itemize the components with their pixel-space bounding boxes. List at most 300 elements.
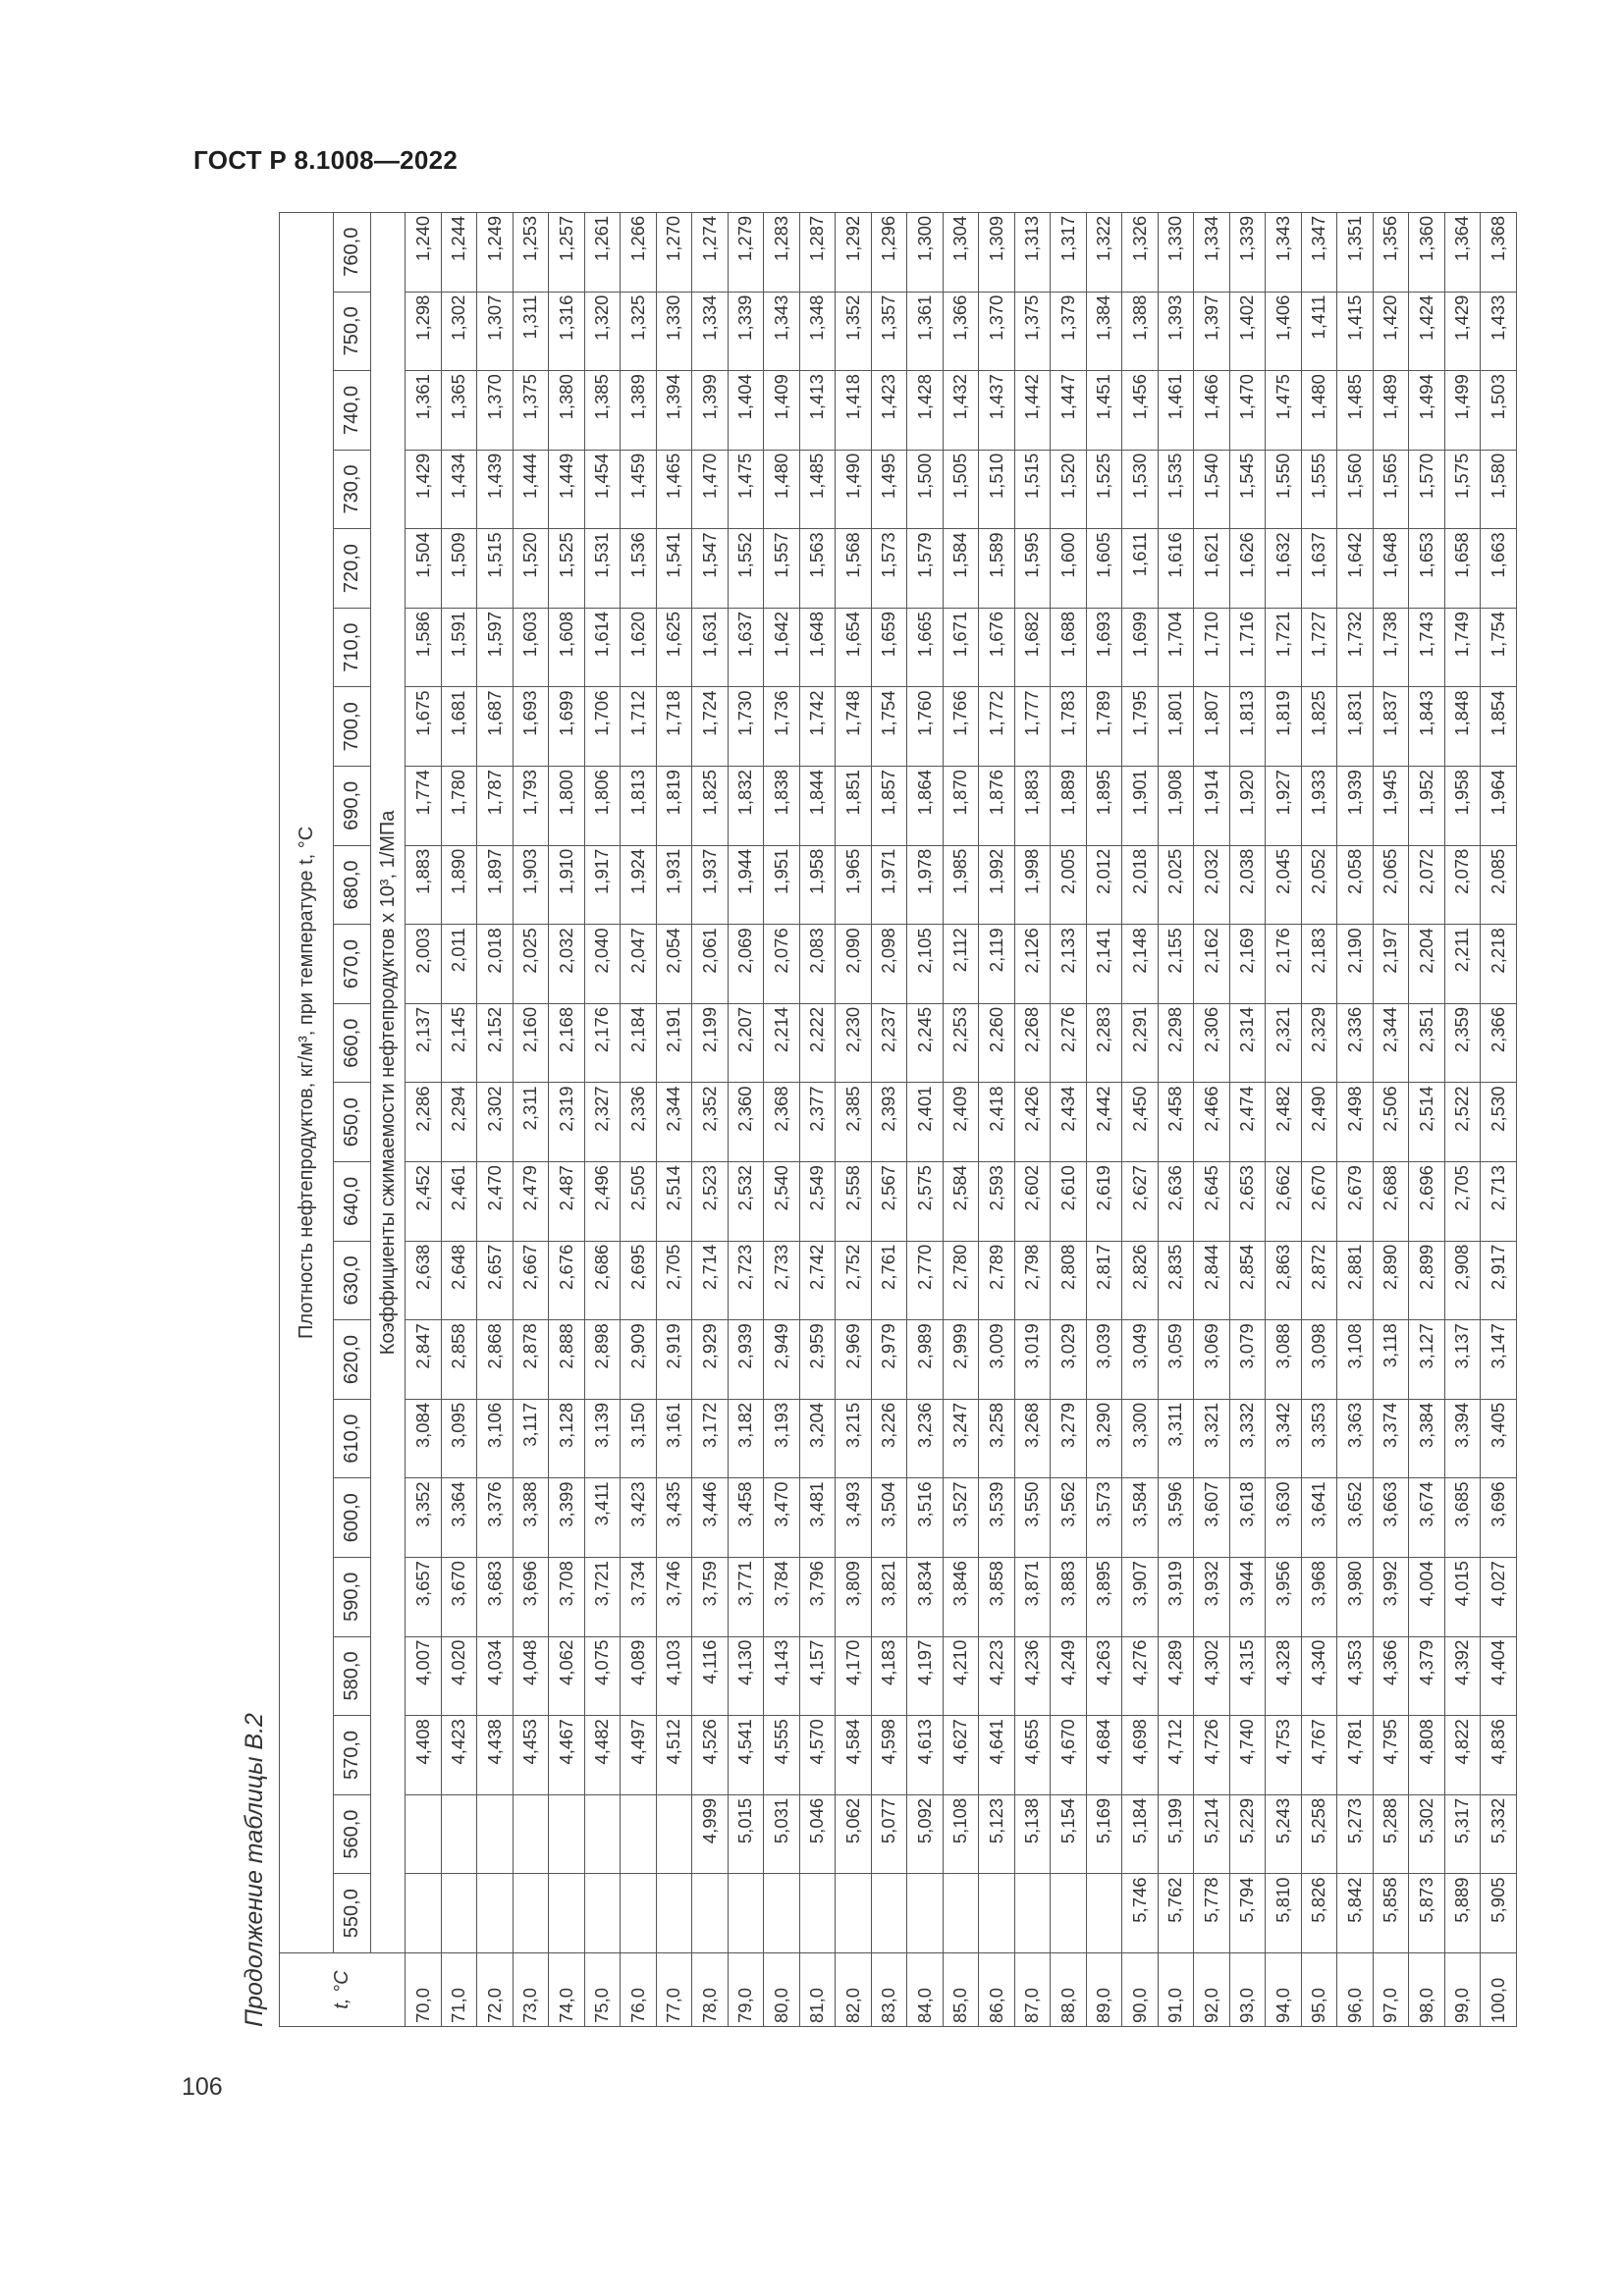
coefficient-cell: 2,160 [513, 1003, 549, 1083]
coefficient-cell: 1,249 [477, 212, 514, 292]
coefficient-cell: 2,969 [836, 1320, 872, 1400]
coefficient-cell: 5,778 [1194, 1874, 1230, 1953]
coefficient-cell: 3,657 [406, 1558, 442, 1637]
coefficient-cell: 1,541 [656, 529, 692, 609]
coefficient-cell: 1,637 [1301, 529, 1337, 609]
coefficient-cell: 2,344 [1373, 1003, 1409, 1083]
coefficient-cell: 4,315 [1229, 1636, 1266, 1716]
coefficient-cell [907, 1874, 944, 1953]
coefficient-cell: 1,813 [1229, 687, 1266, 767]
temperature-cell: 88,0 [1051, 1953, 1087, 2027]
coefficient-cell: 2,653 [1229, 1162, 1266, 1242]
temperature-cell: 86,0 [979, 1953, 1015, 2027]
coefficient-cell: 1,586 [406, 608, 442, 687]
coefficient-header: Коэффициенты сжимаемости нефтепродуктов x 10³, 1/МПа [371, 212, 406, 1952]
coefficient-cell: 1,748 [836, 687, 872, 767]
coefficient-cell: 1,283 [764, 212, 800, 292]
coefficient-cell: 1,848 [1444, 687, 1481, 767]
temperature-cell: 91,0 [1158, 1953, 1194, 2027]
coefficient-cell: 1,370 [979, 292, 1015, 371]
coefficient-cell: 3,039 [1086, 1320, 1122, 1400]
coefficient-cell: 1,978 [907, 845, 944, 925]
coefficient-cell: 5,258 [1301, 1794, 1337, 1874]
coefficient-cell: 2,344 [656, 1083, 692, 1162]
coefficient-cell: 5,905 [1481, 1874, 1517, 1953]
coefficient-cell: 1,831 [1337, 687, 1374, 767]
coefficient-cell: 1,597 [477, 608, 514, 687]
coefficient-cell: 2,184 [621, 1003, 657, 1083]
temperature-cell: 77,0 [656, 1953, 692, 2027]
coefficient-cell: 2,670 [1301, 1162, 1337, 1242]
coefficient-cell: 1,985 [943, 845, 979, 925]
coefficient-cell: 3,118 [1373, 1320, 1409, 1400]
coefficient-cell: 1,530 [1122, 450, 1159, 529]
coefficient-cell: 2,385 [836, 1083, 872, 1162]
coefficient-cell: 1,632 [1266, 529, 1302, 609]
coefficient-cell: 4,822 [1444, 1716, 1481, 1795]
coefficient-cell: 2,360 [728, 1083, 764, 1162]
coefficient-cell: 4,366 [1373, 1636, 1409, 1716]
coefficient-cell: 2,898 [584, 1320, 621, 1400]
coefficient-cell: 1,681 [441, 687, 477, 767]
coefficient-cell: 1,520 [1051, 450, 1087, 529]
coefficient-cell: 1,777 [1014, 687, 1051, 767]
coefficient-cell: 3,992 [1373, 1558, 1409, 1637]
coefficient-cell: 4,641 [979, 1716, 1015, 1795]
temperature-cell: 73,0 [513, 1953, 549, 2027]
coefficient-cell: 2,314 [1229, 1003, 1266, 1083]
coefficient-cell: 4,197 [907, 1636, 944, 1716]
coefficient-cell: 4,467 [549, 1716, 585, 1795]
coefficient-cell: 3,384 [1409, 1399, 1445, 1478]
coefficient-cell: 1,901 [1122, 767, 1159, 846]
density-column-header: 720,0 [334, 529, 371, 609]
coefficient-cell: 2,418 [979, 1083, 1015, 1162]
density-column-header: 680,0 [334, 845, 371, 925]
coefficient-cell: 1,563 [799, 529, 836, 609]
coefficient-cell: 2,183 [1301, 925, 1337, 1004]
coefficient-cell: 2,005 [1051, 845, 1087, 925]
coefficient-cell: 1,489 [1373, 371, 1409, 451]
coefficient-cell: 1,361 [406, 371, 442, 451]
table-row [1444, 212, 1481, 2026]
coefficient-cell: 2,025 [513, 925, 549, 1004]
coefficient-cell: 2,145 [441, 1003, 477, 1083]
coefficient-cell: 3,258 [979, 1399, 1015, 1478]
coefficient-cell: 2,283 [1086, 1003, 1122, 1083]
coefficient-cell: 4,020 [441, 1636, 477, 1716]
coefficient-cell: 2,003 [406, 925, 442, 1004]
coefficient-cell: 2,078 [1444, 845, 1481, 925]
coefficient-cell: 1,774 [406, 767, 442, 846]
coefficient-cell: 3,470 [764, 1478, 800, 1558]
coefficient-cell: 2,487 [549, 1162, 585, 1242]
coefficient-cell: 2,155 [1158, 925, 1194, 1004]
coefficient-cell: 1,433 [1481, 292, 1517, 371]
coefficient-cell: 2,705 [656, 1241, 692, 1320]
coefficient-cell: 3,746 [656, 1558, 692, 1637]
coefficient-cell: 1,454 [584, 450, 621, 529]
coefficient-cell [584, 1794, 621, 1874]
coefficient-cell: 1,992 [979, 845, 1015, 925]
coefficient-cell: 2,479 [513, 1162, 549, 1242]
coefficient-cell: 1,380 [549, 371, 585, 451]
coefficient-cell: 1,535 [1158, 450, 1194, 529]
coefficient-cell: 2,826 [1122, 1241, 1159, 1320]
coefficient-cell [1014, 1874, 1051, 1953]
coefficient-cell: 1,555 [1301, 450, 1337, 529]
coefficient-cell: 2,045 [1266, 845, 1302, 925]
coefficient-cell: 1,658 [1444, 529, 1481, 609]
density-column-header: 610,0 [334, 1399, 371, 1478]
coefficient-cell: 5,123 [979, 1794, 1015, 1874]
coefficient-cell: 4,627 [943, 1716, 979, 1795]
coefficient-cell [979, 1874, 1015, 1953]
coefficient-cell [549, 1794, 585, 1874]
coefficient-cell: 1,565 [1373, 450, 1409, 529]
coefficient-cell: 4,263 [1086, 1636, 1122, 1716]
coefficient-cell [692, 1874, 729, 1953]
coefficient-cell: 4,210 [943, 1636, 979, 1716]
coefficient-cell: 1,958 [1444, 767, 1481, 846]
coefficient-cell: 2,878 [513, 1320, 549, 1400]
coefficient-cell: 5,746 [1122, 1874, 1159, 1953]
coefficient-cell: 2,593 [979, 1162, 1015, 1242]
coefficient-cell: 1,304 [943, 212, 979, 292]
coefficient-cell: 1,693 [1086, 608, 1122, 687]
coefficient-cell: 2,514 [656, 1162, 692, 1242]
coefficient-cell: 1,437 [979, 371, 1015, 451]
table-row [1194, 212, 1230, 2026]
coefficient-cell: 1,459 [621, 450, 657, 529]
coefficient-cell: 3,204 [799, 1399, 836, 1478]
coefficient-cell: 2,705 [1444, 1162, 1481, 1242]
coefficient-cell [764, 1874, 800, 1953]
coefficient-cell: 3,956 [1266, 1558, 1302, 1637]
coefficient-cell: 2,999 [943, 1320, 979, 1400]
coefficient-cell: 5,842 [1337, 1874, 1374, 1953]
coefficient-cell: 1,908 [1158, 767, 1194, 846]
coefficient-cell: 1,510 [979, 450, 1015, 529]
coefficient-cell: 1,413 [799, 371, 836, 451]
coefficient-cell: 3,172 [692, 1399, 729, 1478]
coefficient-cell: 3,550 [1014, 1478, 1051, 1558]
temperature-cell: 89,0 [1086, 1953, 1122, 2027]
coefficient-cell: 1,356 [1373, 212, 1409, 292]
coefficient-cell: 1,379 [1051, 292, 1087, 371]
density-column-header: 740,0 [334, 371, 371, 451]
coefficient-cell: 2,844 [1194, 1241, 1230, 1320]
coefficient-cell: 2,482 [1266, 1083, 1302, 1162]
coefficient-cell: 1,504 [406, 529, 442, 609]
coefficient-cell: 4,116 [692, 1636, 729, 1716]
coefficient-cell: 1,920 [1229, 767, 1266, 846]
temperature-cell: 85,0 [943, 1953, 979, 2027]
coefficient-cell: 2,018 [1122, 845, 1159, 925]
coefficient-cell: 5,873 [1409, 1874, 1445, 1953]
coefficient-cell: 2,176 [584, 1003, 621, 1083]
coefficient-cell [477, 1794, 514, 1874]
coefficient-cell: 1,838 [764, 767, 800, 846]
coefficient-cell: 3,127 [1409, 1320, 1445, 1400]
coefficient-cell: 2,126 [1014, 925, 1051, 1004]
coefficient-cell: 4,684 [1086, 1716, 1122, 1795]
coefficient-cell: 3,193 [764, 1399, 800, 1478]
coefficient-cell: 3,708 [549, 1558, 585, 1637]
coefficient-cell: 4,392 [1444, 1636, 1481, 1716]
coefficient-cell: 3,376 [477, 1478, 514, 1558]
coefficient-cell: 3,106 [477, 1399, 514, 1478]
coefficient-cell: 1,365 [441, 371, 477, 451]
coefficient-cell: 1,296 [871, 212, 907, 292]
coefficient-cell: 1,589 [979, 529, 1015, 609]
coefficient-cell: 1,937 [692, 845, 729, 925]
coefficient-cell: 1,302 [441, 292, 477, 371]
coefficient-cell: 4,289 [1158, 1636, 1194, 1716]
coefficient-cell: 2,567 [871, 1162, 907, 1242]
coefficient-cell: 1,716 [1229, 608, 1266, 687]
coefficient-cell: 5,889 [1444, 1874, 1481, 1953]
coefficient-cell: 1,388 [1122, 292, 1159, 371]
coefficient-cell: 1,671 [943, 608, 979, 687]
coefficient-cell: 2,329 [1301, 1003, 1337, 1083]
coefficient-cell: 5,810 [1266, 1874, 1302, 1953]
density-column-header: 580,0 [334, 1636, 371, 1716]
table-row [549, 212, 585, 2026]
coefficient-cell: 1,738 [1373, 608, 1409, 687]
coefficient-cell: 3,809 [836, 1558, 872, 1637]
density-column-header: 690,0 [334, 767, 371, 846]
coefficient-cell: 2,291 [1122, 1003, 1159, 1083]
coefficient-cell: 1,903 [513, 845, 549, 925]
coefficient-cell: 5,332 [1481, 1794, 1517, 1874]
coefficient-cell: 5,138 [1014, 1794, 1051, 1874]
coefficient-cell: 1,343 [764, 292, 800, 371]
coefficient-cell: 2,979 [871, 1320, 907, 1400]
coefficient-cell: 2,514 [1409, 1083, 1445, 1162]
coefficient-cell: 1,659 [871, 608, 907, 687]
coefficient-cell: 1,825 [1301, 687, 1337, 767]
temperature-cell: 100,0 [1481, 1953, 1517, 2027]
coefficient-cell: 1,870 [943, 767, 979, 846]
table-row [943, 212, 979, 2026]
coefficient-cell: 4,740 [1229, 1716, 1266, 1795]
coefficient-cell: 3,435 [656, 1478, 692, 1558]
coefficient-cell: 1,780 [441, 767, 477, 846]
coefficient-cell: 2,237 [871, 1003, 907, 1083]
coefficient-cell: 1,706 [584, 687, 621, 767]
temperature-cell: 81,0 [799, 1953, 836, 2027]
coefficient-cell: 2,959 [799, 1320, 836, 1400]
coefficient-cell: 1,625 [656, 608, 692, 687]
coefficient-cell: 4,512 [656, 1716, 692, 1795]
coefficient-cell: 2,176 [1266, 925, 1302, 1004]
coefficient-cell: 1,676 [979, 608, 1015, 687]
coefficient-cell: 1,402 [1229, 292, 1266, 371]
coefficient-cell: 2,393 [871, 1083, 907, 1162]
table-row [477, 212, 514, 2026]
coefficient-cell: 3,504 [871, 1478, 907, 1558]
coefficient-cell: 5,317 [1444, 1794, 1481, 1874]
coefficient-cell: 1,742 [799, 687, 836, 767]
coefficient-cell: 3,405 [1481, 1399, 1517, 1478]
coefficient-cell: 5,794 [1229, 1874, 1266, 1953]
coefficient-cell: 1,570 [1409, 450, 1445, 529]
coefficient-cell: 5,108 [943, 1794, 979, 1874]
density-column-header: 700,0 [334, 687, 371, 767]
coefficient-cell: 1,415 [1337, 292, 1374, 371]
coefficient-cell: 1,253 [513, 212, 549, 292]
coefficient-cell: 1,783 [1051, 687, 1087, 767]
coefficient-cell: 3,423 [621, 1478, 657, 1558]
coefficient-cell: 1,424 [1409, 292, 1445, 371]
coefficient-cell: 1,760 [907, 687, 944, 767]
coefficient-cell: 3,539 [979, 1478, 1015, 1558]
coefficient-cell: 3,596 [1158, 1478, 1194, 1558]
coefficient-cell: 3,342 [1266, 1399, 1302, 1478]
coefficient-cell: 4,062 [549, 1636, 585, 1716]
coefficient-cell: 3,663 [1373, 1478, 1409, 1558]
coefficient-cell: 1,385 [584, 371, 621, 451]
coefficient-cell: 1,348 [799, 292, 836, 371]
coefficient-cell [441, 1874, 477, 1953]
table-row [1266, 212, 1302, 2026]
coefficient-cell: 1,375 [1014, 292, 1051, 371]
coefficient-cell: 1,423 [871, 371, 907, 451]
coefficient-cell: 2,506 [1373, 1083, 1409, 1162]
coefficient-cell: 2,327 [584, 1083, 621, 1162]
density-column-header: 620,0 [334, 1320, 371, 1400]
coefficient-cell: 1,910 [549, 845, 585, 925]
coefficient-cell: 1,939 [1337, 767, 1374, 846]
coefficient-cell: 1,389 [621, 371, 657, 451]
coefficient-cell: 2,137 [406, 1003, 442, 1083]
coefficient-cell: 1,710 [1194, 608, 1230, 687]
table-row [1014, 212, 1051, 2026]
coefficient-cell: 1,364 [1444, 212, 1481, 292]
coefficient-cell: 1,339 [728, 292, 764, 371]
coefficient-cell: 2,119 [979, 925, 1015, 1004]
rotated-table-block [230, 211, 1516, 2027]
coefficient-cell: 1,626 [1229, 529, 1266, 609]
coefficient-cell [943, 1874, 979, 1953]
coefficient-cell: 4,726 [1194, 1716, 1230, 1795]
table-row [799, 212, 836, 2026]
coefficient-cell [549, 1874, 585, 1953]
coefficient-cell: 2,018 [477, 925, 514, 1004]
coefficient-cell: 5,214 [1194, 1794, 1230, 1874]
coefficient-cell: 5,199 [1158, 1794, 1194, 1874]
coefficient-cell: 2,919 [656, 1320, 692, 1400]
coefficient-cell: 3,734 [621, 1558, 657, 1637]
coefficient-cell: 3,759 [692, 1558, 729, 1637]
coefficient-cell: 2,872 [1301, 1241, 1337, 1320]
coefficient-cell: 1,580 [1481, 450, 1517, 529]
coefficient-cell: 2,798 [1014, 1241, 1051, 1320]
coefficient-cell: 2,222 [799, 1003, 836, 1083]
coefficient-cell: 4,075 [584, 1636, 621, 1716]
coefficient-cell: 2,949 [764, 1320, 800, 1400]
coefficient-cell: 2,083 [799, 925, 836, 1004]
coefficient-cell: 3,871 [1014, 1558, 1051, 1637]
coefficient-cell: 1,864 [907, 767, 944, 846]
coefficient-cell: 3,771 [728, 1558, 764, 1637]
coefficient-cell: 2,854 [1229, 1241, 1266, 1320]
coefficient-cell: 4,526 [692, 1716, 729, 1795]
coefficient-cell: 1,307 [477, 292, 514, 371]
coefficient-cell: 3,332 [1229, 1399, 1266, 1478]
coefficient-cell: 1,560 [1337, 450, 1374, 529]
coefficient-cell: 2,761 [871, 1241, 907, 1320]
coefficient-cell: 1,895 [1086, 767, 1122, 846]
coefficient-cell: 4,497 [621, 1716, 657, 1795]
coefficient-cell: 2,636 [1158, 1162, 1194, 1242]
coefficient-cell: 1,608 [549, 608, 585, 687]
coefficient-cell: 2,286 [406, 1083, 442, 1162]
table-row [728, 212, 764, 2026]
coefficient-cell: 1,317 [1051, 212, 1087, 292]
coefficient-cell: 1,357 [871, 292, 907, 371]
coefficient-cell: 2,881 [1337, 1241, 1374, 1320]
coefficient-cell: 1,447 [1051, 371, 1087, 451]
coefficient-cell: 2,012 [1086, 845, 1122, 925]
coefficient-cell: 1,292 [836, 212, 872, 292]
coefficient-cell: 1,754 [1481, 608, 1517, 687]
table-row [836, 212, 872, 2026]
coefficient-cell: 2,306 [1194, 1003, 1230, 1083]
coefficient-cell: 2,359 [1444, 1003, 1481, 1083]
coefficient-cell: 1,573 [871, 529, 907, 609]
coefficient-cell: 3,364 [441, 1478, 477, 1558]
coefficient-cell: 2,470 [477, 1162, 514, 1242]
coefficient-cell: 2,619 [1086, 1162, 1122, 1242]
coefficient-cell: 1,540 [1194, 450, 1230, 529]
coefficient-cell: 3,493 [836, 1478, 872, 1558]
coefficient-cell: 1,575 [1444, 450, 1481, 529]
coefficient-cell: 2,052 [1301, 845, 1337, 925]
coefficient-cell: 2,112 [943, 925, 979, 1004]
coefficient-cell: 1,343 [1266, 212, 1302, 292]
coefficient-cell: 4,004 [1409, 1558, 1445, 1637]
temperature-header: t, °C [280, 1953, 406, 2027]
coefficient-cell: 2,890 [1373, 1241, 1409, 1320]
coefficient-cell: 2,780 [943, 1241, 979, 1320]
table-body [406, 212, 1517, 2026]
coefficient-cell: 1,787 [477, 767, 514, 846]
coefficient-cell: 5,169 [1086, 1794, 1122, 1874]
coefficient-cell: 1,832 [728, 767, 764, 846]
coefficient-cell: 4,034 [477, 1636, 514, 1716]
coefficient-cell: 3,944 [1229, 1558, 1266, 1637]
coefficient-cell: 1,736 [764, 687, 800, 767]
coefficient-cell: 3,353 [1301, 1399, 1337, 1478]
density-header: Плотность нефтепродуктов, кг/м³, при температуре t, °C [280, 212, 334, 1952]
coefficient-cell: 1,325 [621, 292, 657, 371]
coefficient-cell: 1,366 [943, 292, 979, 371]
coefficient-cell [621, 1874, 657, 1953]
coefficient-cell: 1,927 [1266, 767, 1302, 846]
coefficient-cell: 1,754 [871, 687, 907, 767]
table-row [1301, 212, 1337, 2026]
temperature-cell: 90,0 [1122, 1953, 1159, 2027]
coefficient-cell: 2,105 [907, 925, 944, 1004]
coefficient-cell: 3,834 [907, 1558, 944, 1637]
coefficient-cell: 2,610 [1051, 1162, 1087, 1242]
table-row [1481, 212, 1517, 2026]
coefficient-cell: 1,998 [1014, 845, 1051, 925]
density-column-header: 730,0 [334, 450, 371, 529]
coefficient-cell: 1,795 [1122, 687, 1159, 767]
